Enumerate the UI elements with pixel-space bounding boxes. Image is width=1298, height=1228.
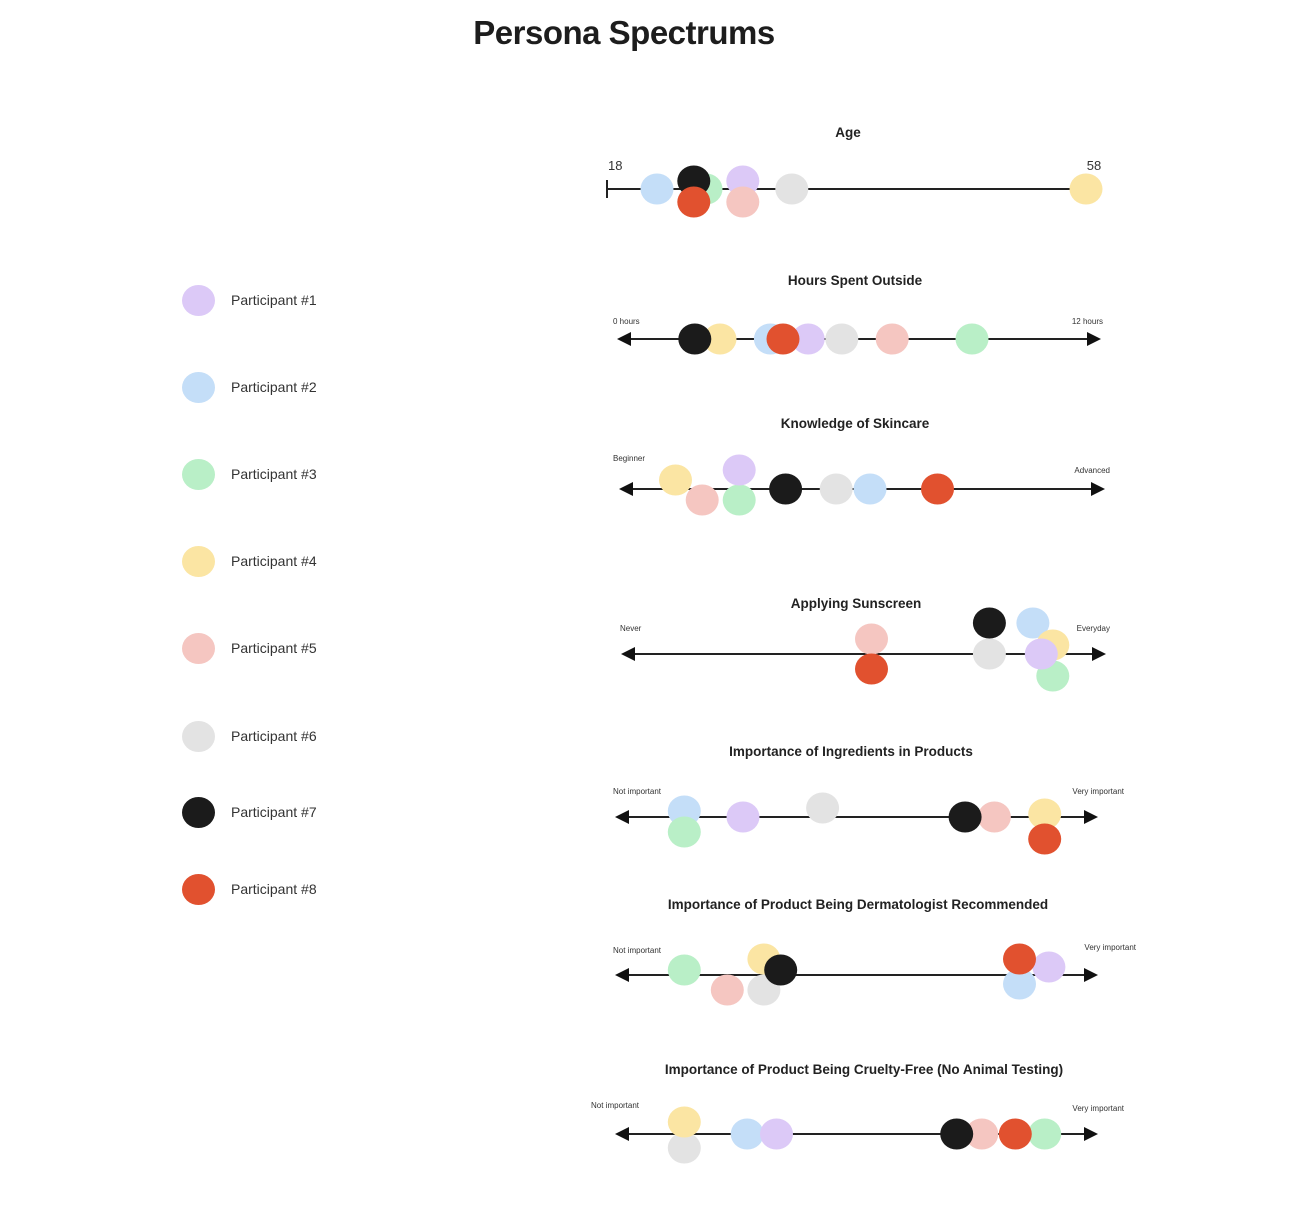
participant-3-marker [723,485,756,516]
right-arrowhead [1087,332,1101,346]
spectrum-2 [613,273,1103,355]
spectrum-right-label: Everyday [1076,624,1110,633]
spectrum-left-label: 0 hours [613,317,640,326]
participant-1-marker [760,1119,793,1150]
spectrum-right-label: Very important [1072,1104,1124,1113]
participant-7-marker [764,955,797,986]
participant-7-marker [973,608,1006,639]
participant-1-marker [1032,952,1065,983]
participant-7-marker [678,324,711,355]
spectrum-1 [607,125,1103,218]
left-arrowhead [621,647,635,661]
left-arrowhead [615,968,629,982]
spectrum-title: Importance of Product Being Cruelty-Free (No Animal Testing) [664,1062,1064,1077]
participant-1-marker [727,802,760,833]
participant-6-marker [973,639,1006,670]
spectrum-left-label: Not important [613,946,662,955]
spectrum-title: Importance of Ingredients in Products [729,744,973,759]
participant-5-marker [726,187,759,218]
spectrum-left-label: Not important [591,1101,640,1110]
legend-label: Participant #2 [231,379,317,395]
spectrum-right-label: 58 [1086,158,1102,173]
participant-4-marker [659,465,692,496]
participant-2-marker [854,474,887,505]
spectrum-7 [591,1062,1125,1164]
participant-1-marker [1025,639,1058,670]
left-arrowhead [615,1127,629,1141]
participant-6-marker [775,174,808,205]
spectrum-3 [613,416,1110,516]
spectrum-4 [620,596,1110,692]
legend-label: Participant #1 [231,292,317,308]
participant-4-marker [1070,174,1103,205]
participant-3-marker [668,817,701,848]
right-arrowhead [1092,647,1106,661]
participant-8-marker [767,324,800,355]
spectrum-title: Importance of Product Being Dermatologist Recommended [667,897,1049,912]
legend-label: Participant #5 [231,640,317,656]
spectrum-6 [613,897,1137,1006]
participant-3-marker [668,955,701,986]
participant-5-marker [978,802,1011,833]
legend-label: Participant #6 [231,728,317,744]
spectrum-title: Hours Spent Outside [787,273,923,288]
right-arrowhead [1084,968,1098,982]
participant-5-marker [855,624,888,655]
right-arrowhead [1091,482,1105,496]
participant-6-marker [820,474,853,505]
spectrum-right-label: Advanced [1074,466,1110,475]
legend-label: Participant #8 [231,881,317,897]
participant-2-marker [641,174,674,205]
spectrum-left-label: Not important [613,787,662,796]
page-title: Persona Spectrums [473,14,775,51]
participant-8-marker [921,474,954,505]
participant-8-marker [677,187,710,218]
spectrum-left-label: 18 [608,158,623,173]
spectrum-left-label: Beginner [613,454,646,463]
participant-8-marker [1028,824,1061,855]
right-arrowhead [1084,1127,1098,1141]
participant-5-marker [711,975,744,1006]
spectrum-left-label: Never [620,624,642,633]
legend-label: Participant #3 [231,466,317,482]
spectrum-title: Age [835,125,861,140]
participant-1-marker [723,455,756,486]
spectrum-right-label: 12 hours [1071,317,1103,326]
left-arrowhead [615,810,629,824]
spectrum-5 [613,744,1125,855]
left-arrowhead [617,332,631,346]
participant-7-marker [949,802,982,833]
participant-8-marker [1003,944,1036,975]
participant-6-marker [806,793,839,824]
spectrum-right-label: Very important [1084,943,1136,952]
left-arrowhead [619,482,633,496]
participant-8-marker [999,1119,1032,1150]
participant-5-marker [876,324,909,355]
spectrum-title: Applying Sunscreen [790,596,922,611]
spectrum-title: Knowledge of Skincare [780,416,930,431]
participant-3-marker [956,324,989,355]
spectrum-right-label: Very important [1072,787,1124,796]
participant-5-marker [686,485,719,516]
right-arrowhead [1084,810,1098,824]
participant-3-marker [1028,1119,1061,1150]
participant-8-marker [855,654,888,685]
participant-4-marker [668,1107,701,1138]
participant-2-marker [731,1119,764,1150]
legend-label: Participant #4 [231,553,317,569]
participant-7-marker [940,1119,973,1150]
participant-7-marker [769,474,802,505]
legend-label: Participant #7 [231,804,317,820]
participant-6-marker [825,324,858,355]
